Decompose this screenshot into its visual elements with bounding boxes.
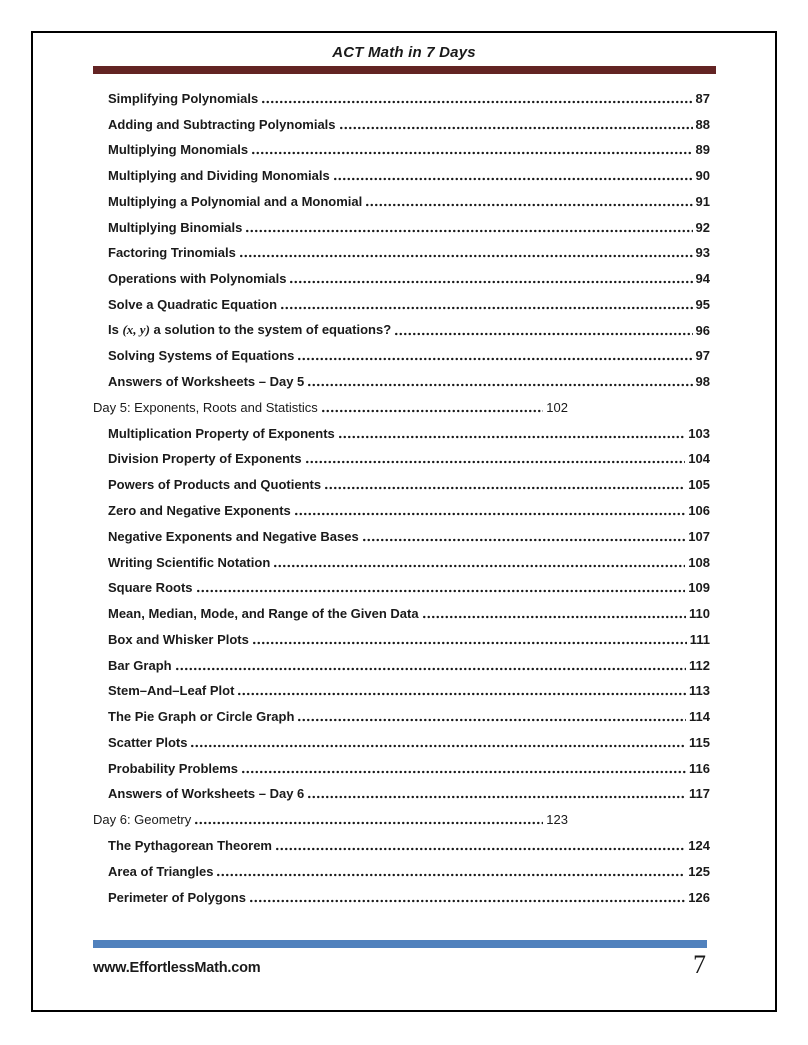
dot-leader xyxy=(194,821,543,825)
toc-entry-label: Multiplying Monomials xyxy=(108,142,249,158)
dot-leader xyxy=(294,512,686,516)
toc-entry-page-number: 115 xyxy=(689,734,710,750)
dot-leader xyxy=(251,151,692,155)
dot-leader xyxy=(362,538,686,542)
toc-entry-page-number: 97 xyxy=(695,348,710,364)
toc-section-row xyxy=(93,83,710,109)
toc-entry-label: Multiplying and Dividing Monomials xyxy=(108,168,330,184)
toc-entry-label: Multiplying Binomials xyxy=(108,219,243,235)
toc-entry-label: Multiplying a Polynomial and a Monomial xyxy=(108,193,363,209)
dot-leader xyxy=(422,615,686,619)
toc-entry-label: Solve a Quadratic Equation xyxy=(108,296,278,312)
header-rule-bar xyxy=(93,66,716,74)
toc-entry-math-expression: (x, y) xyxy=(122,321,150,337)
dot-leader xyxy=(190,744,686,748)
dot-leader xyxy=(307,383,692,387)
toc-entry-label: Day 6: Geometry xyxy=(93,812,192,828)
dot-leader xyxy=(275,847,685,851)
dot-leader xyxy=(307,795,686,799)
toc-entry-label: Zero and Negative Exponents xyxy=(108,503,291,519)
toc-entry-page-number: 114 xyxy=(689,709,710,725)
dot-leader xyxy=(239,254,693,258)
toc-entry-label-suffix: a solution to the system of equations? xyxy=(149,321,392,337)
toc-entry-page-number: 102 xyxy=(546,399,568,415)
toc-entry-page-number: 98 xyxy=(695,374,710,390)
toc-section-row xyxy=(93,753,710,779)
toc-entry-label: Area of Triangles xyxy=(108,863,214,879)
toc-entry-label: Writing Scientific Notation xyxy=(108,554,271,570)
toc-entry-page-number: 107 xyxy=(688,528,710,544)
toc-section-row xyxy=(93,315,710,341)
dot-leader xyxy=(241,770,686,774)
toc-chapter-row xyxy=(93,392,568,418)
toc-entry-page-number: 106 xyxy=(688,503,710,519)
toc-entry-label: Scatter Plots xyxy=(108,734,188,750)
toc-entry-page-number: 109 xyxy=(688,580,710,596)
toc-list xyxy=(93,83,710,908)
dot-leader xyxy=(394,332,692,336)
toc-entry-label: Multiplication Property of Exponents xyxy=(108,425,335,441)
toc-entry-page-number: 88 xyxy=(695,116,710,132)
toc-entry-label: The Pythagorean Theorem xyxy=(108,837,272,853)
dot-leader xyxy=(245,229,692,233)
toc-entry-page-number: 110 xyxy=(689,606,710,622)
toc-section-row xyxy=(93,469,710,495)
toc-entry-label: Division Property of Exponents xyxy=(108,451,302,467)
dot-leader xyxy=(333,177,693,181)
dot-leader xyxy=(305,460,686,464)
toc-entry-label: Square Roots xyxy=(108,580,193,596)
toc-entry-label: Probability Problems xyxy=(108,760,239,776)
dot-leader xyxy=(338,435,686,439)
toc-entry-page-number: 113 xyxy=(689,683,710,699)
toc-entry-label: Simplifying Polynomials xyxy=(108,90,259,106)
toc-section-row xyxy=(93,598,710,624)
toc-section-row xyxy=(93,212,710,238)
toc-section-row xyxy=(93,573,710,599)
toc-section-row xyxy=(93,727,710,753)
toc-entry-page-number: 105 xyxy=(688,477,710,493)
toc-entry-label: Perimeter of Polygons xyxy=(108,889,246,905)
toc-entry-page-number: 104 xyxy=(688,451,710,467)
dot-leader xyxy=(273,564,685,568)
dot-leader xyxy=(365,203,692,207)
toc-section-row xyxy=(93,547,710,573)
toc-entry-page-number: 93 xyxy=(695,245,710,261)
dot-leader xyxy=(252,641,687,645)
toc-section-row xyxy=(93,521,710,547)
toc-entry-label: Negative Exponents and Negative Bases xyxy=(108,528,359,544)
toc-entry-label: Box and Whisker Plots xyxy=(108,631,249,647)
dot-leader xyxy=(249,899,685,903)
toc-section-row xyxy=(93,701,710,727)
toc-entry-label-prefix: Is xyxy=(108,321,123,337)
dot-leader xyxy=(280,306,692,310)
toc-entry-page-number: 111 xyxy=(689,631,710,647)
toc-section-row xyxy=(93,289,710,315)
toc-section-row xyxy=(93,779,710,805)
toc-section-row xyxy=(93,366,710,392)
dot-leader xyxy=(339,126,693,130)
dot-leader xyxy=(289,280,692,284)
dot-leader xyxy=(196,589,686,593)
toc-entry-label: The Pie Graph or Circle Graph xyxy=(108,709,295,725)
toc-entry-label: Mean, Median, Mode, and Range of the Given Data xyxy=(108,606,419,622)
toc-entry-page-number: 112 xyxy=(689,657,710,673)
toc-entry-label: Stem–And–Leaf Plot xyxy=(108,683,235,699)
toc-entry-label: Operations with Polynomials xyxy=(108,271,287,287)
footer-rule-bar xyxy=(93,940,707,948)
toc-section-row xyxy=(93,263,710,289)
toc-entry-page-number: 87 xyxy=(695,90,710,106)
dot-leader xyxy=(237,692,686,696)
toc-section-row xyxy=(93,444,710,470)
toc-entry-label: Bar Graph xyxy=(108,657,172,673)
toc-entry-page-number: 116 xyxy=(689,760,710,776)
toc-entry-page-number: 96 xyxy=(695,322,710,338)
toc-entry-label: Factoring Trinomials xyxy=(108,245,236,261)
dot-leader xyxy=(297,718,686,722)
toc-entry-page-number: 90 xyxy=(695,168,710,184)
toc-entry-page-number: 117 xyxy=(689,786,710,802)
toc-section-row xyxy=(93,495,710,521)
dot-leader xyxy=(175,667,686,671)
toc-section-row xyxy=(93,160,710,186)
toc-section-row xyxy=(93,830,710,856)
toc-entry-page-number: 92 xyxy=(695,219,710,235)
toc-entry-label: Answers of Worksheets – Day 5 xyxy=(108,374,305,390)
toc-entry-page-number: 124 xyxy=(688,837,710,853)
page-number: 7 xyxy=(693,950,706,979)
dot-leader xyxy=(297,357,692,361)
dot-leader xyxy=(321,409,544,413)
toc-section-row xyxy=(93,676,710,702)
toc-section-row xyxy=(93,418,710,444)
toc-section-row xyxy=(93,856,710,882)
dot-leader xyxy=(324,486,685,490)
footer-website-text: www.EffortlessMath.com xyxy=(93,960,261,976)
toc-entry-page-number: 103 xyxy=(688,425,710,441)
toc-entry-label: Answers of Worksheets – Day 6 xyxy=(108,786,305,802)
toc-entry-page-number: 108 xyxy=(688,554,710,570)
toc-section-row xyxy=(93,650,710,676)
toc-section-row xyxy=(93,186,710,212)
toc-entry-label: Solving Systems of Equations xyxy=(108,348,295,364)
toc-section-row xyxy=(93,624,710,650)
toc-chapter-row xyxy=(93,804,568,830)
toc-section-row xyxy=(93,341,710,367)
toc-section-row xyxy=(93,109,710,135)
toc-section-row xyxy=(93,238,710,264)
toc-entry-label: Day 5: Exponents, Roots and Statistics xyxy=(93,399,318,415)
toc-entry-page-number: 94 xyxy=(695,271,710,287)
toc-section-row xyxy=(93,135,710,161)
toc-section-row xyxy=(93,882,710,908)
toc-entry-page-number: 126 xyxy=(688,889,710,905)
dot-leader xyxy=(261,100,692,104)
toc-entry-page-number: 123 xyxy=(546,812,568,828)
toc-entry-page-number: 91 xyxy=(695,193,710,209)
dot-leader xyxy=(216,873,685,877)
toc-entry-page-number: 125 xyxy=(688,863,710,879)
toc-entry-page-number: 95 xyxy=(695,296,710,312)
toc-entry-page-number: 89 xyxy=(695,142,710,158)
page-header-title: ACT Math in 7 Days xyxy=(332,44,476,61)
toc-entry-label xyxy=(108,322,391,338)
toc-entry-label: Adding and Subtracting Polynomials xyxy=(108,116,336,132)
toc-entry-label: Powers of Products and Quotients xyxy=(108,477,322,493)
